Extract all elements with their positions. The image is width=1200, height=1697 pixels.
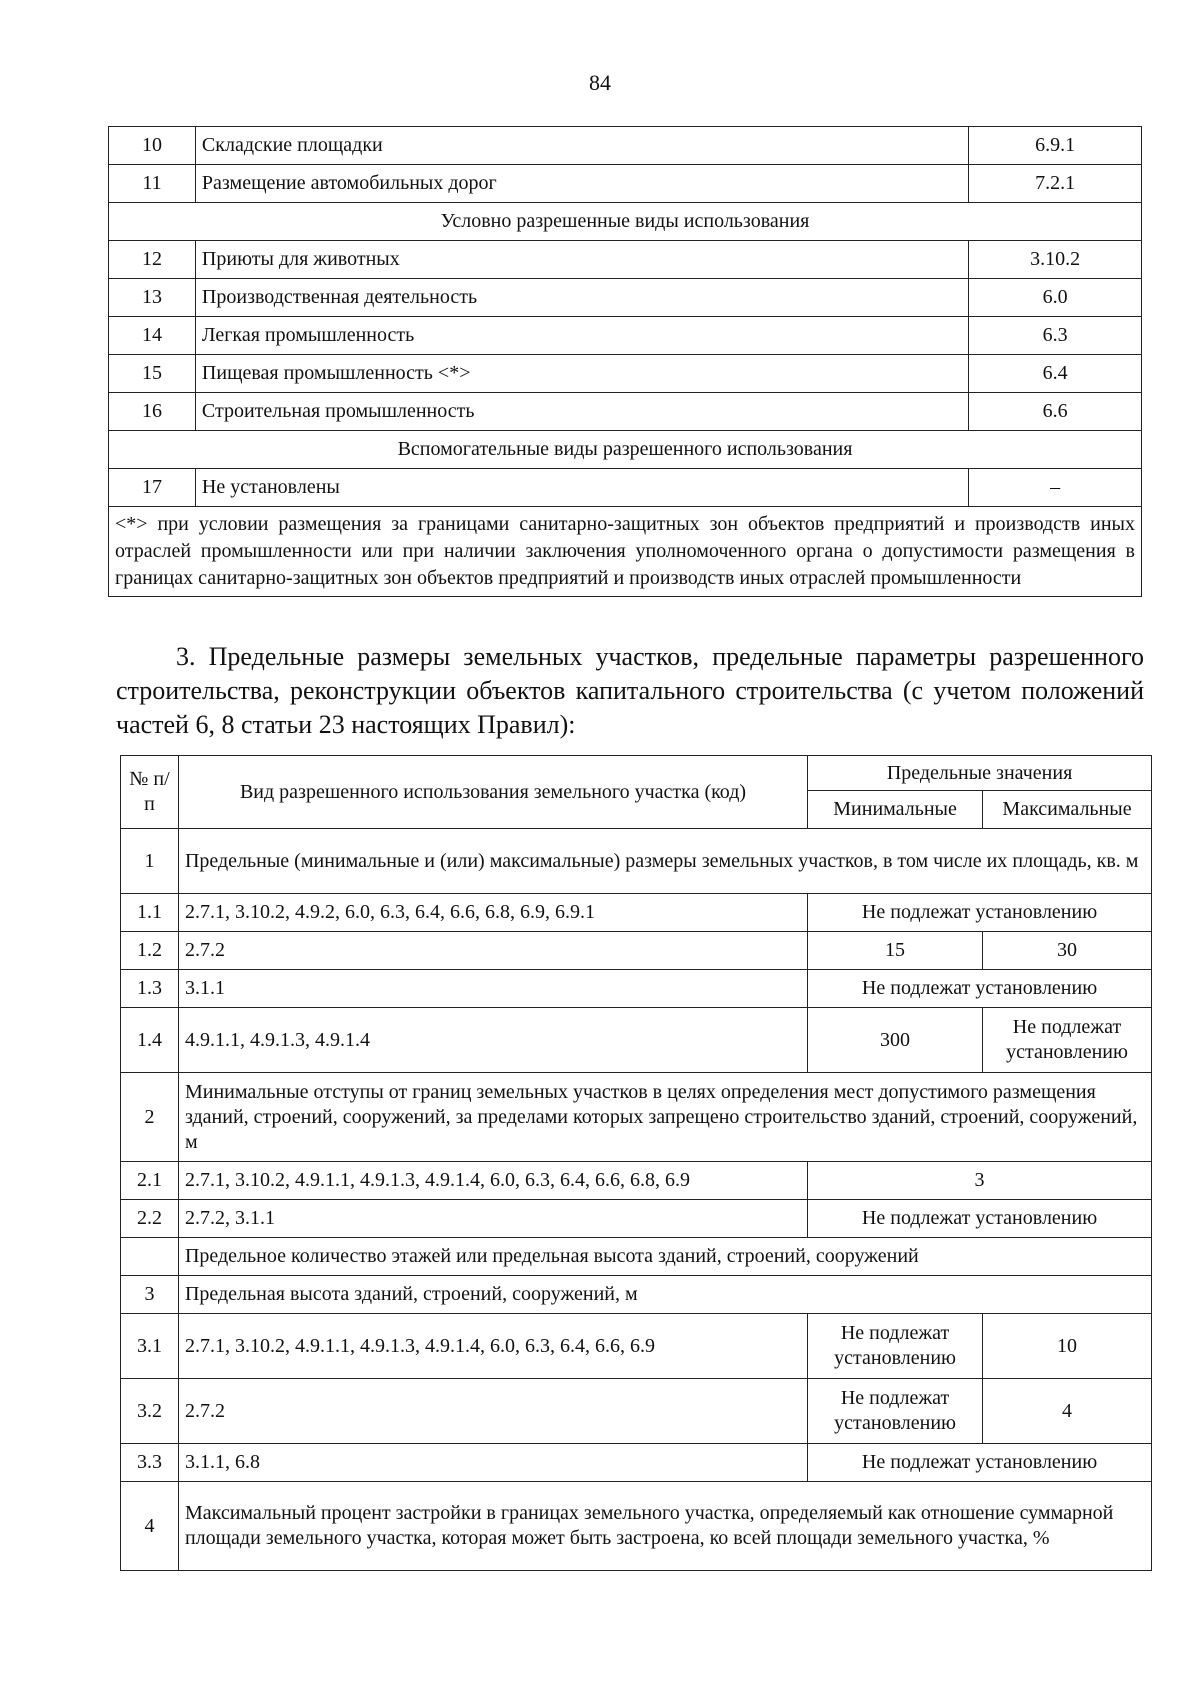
- row-number: 1.1: [121, 894, 179, 932]
- table-row: [109, 393, 1142, 431]
- table-row: [109, 241, 1142, 279]
- row-number: 3.1: [121, 1314, 179, 1379]
- row-number: 2: [121, 1073, 179, 1162]
- section-text: Предельная высота зданий, строений, сооружений, м: [178, 1276, 1151, 1314]
- use-codes: 2.7.1, 3.10.2, 4.9.2, 6.0, 6.3, 6.4, 6.6, 6.8, 6.9, 6.9.1: [178, 894, 807, 932]
- footnote: <*> при условии размещения за границами санитарно-защитных зон объектов предприятий и производств иных отраслей промышленности или при наличии заключения уполномоченного органа о допустимости размещения в границах санитарно-защитных зон объектов предприятий и производств иных отраслей промышленности: [109, 507, 1142, 597]
- row-number: 1.3: [121, 970, 179, 1008]
- use-code: 3.10.2: [969, 241, 1142, 279]
- section-paragraph: [116, 640, 1144, 742]
- section-auxiliary-heading: Вспомогательные виды разрешенного использования: [109, 431, 1142, 469]
- use-codes: 3.1.1, 6.8: [178, 1444, 807, 1482]
- row-number: 17: [109, 469, 196, 507]
- section-conditional-heading: Условно разрешенные виды использования: [109, 203, 1142, 241]
- section-row: [109, 431, 1142, 469]
- row-number: 3: [121, 1276, 179, 1314]
- section-row: [121, 1238, 1152, 1276]
- table-row: [121, 932, 1152, 970]
- row-number: 10: [109, 127, 196, 165]
- header-min: Минимальные: [808, 791, 983, 829]
- use-code: 6.0: [969, 279, 1142, 317]
- min-value: 300: [808, 1008, 983, 1073]
- section-row: [121, 1073, 1152, 1162]
- note-row: [109, 507, 1142, 597]
- land-use-table: [108, 126, 1142, 597]
- min-value: 15: [808, 932, 983, 970]
- use-codes: 2.7.2: [178, 1379, 807, 1444]
- use-code: 6.6: [969, 393, 1142, 431]
- table-row: [109, 127, 1142, 165]
- row-number: 3.2: [121, 1379, 179, 1444]
- table-row: [121, 1162, 1152, 1200]
- row-number: 16: [109, 393, 196, 431]
- table-row: [121, 1379, 1152, 1444]
- max-value: 30: [983, 932, 1152, 970]
- table-row: [121, 970, 1152, 1008]
- section-row: [121, 829, 1152, 894]
- use-type: Производственная деятельность: [195, 279, 968, 317]
- section-text: Минимальные отступы от границ земельных участков в целях определения мест допустимого размещения зданий, строений, сооружений, за пределами которых запрещено строительство зданий, строений, сооружений, м: [178, 1073, 1151, 1162]
- use-type: Строительная промышленность: [195, 393, 968, 431]
- row-number: 2.2: [121, 1200, 179, 1238]
- section-text: Максимальный процент застройки в границах земельного участка, определяемый как отношение суммарной площади земельного участка, которая может быть застроена, ко всей площади земельного участка, %: [178, 1482, 1151, 1571]
- max-value: 10: [983, 1314, 1152, 1379]
- limit-value: Не подлежат установлению: [808, 1200, 1152, 1238]
- use-codes: 4.9.1.1, 4.9.1.3, 4.9.1.4: [178, 1008, 807, 1073]
- row-number: 14: [109, 317, 196, 355]
- use-code: –: [969, 469, 1142, 507]
- table-row: [121, 1200, 1152, 1238]
- use-type: Приюты для животных: [195, 241, 968, 279]
- header-limits: Предельные значения: [808, 756, 1152, 791]
- use-type: Размещение автомобильных дорог: [195, 165, 968, 203]
- row-number: 1.4: [121, 1008, 179, 1073]
- use-codes: 2.7.1, 3.10.2, 4.9.1.1, 4.9.1.3, 4.9.1.4, 6.0, 6.3, 6.4, 6.6, 6.9: [178, 1314, 807, 1379]
- table-row: [121, 1008, 1152, 1073]
- min-value: Не подлежат установлению: [808, 1379, 983, 1444]
- use-type: Не установлены: [195, 469, 968, 507]
- limit-value: Не подлежат установлению: [808, 1444, 1152, 1482]
- limit-value: Не подлежат установлению: [808, 970, 1152, 1008]
- table-row: [109, 469, 1142, 507]
- limit-value: 3: [808, 1162, 1152, 1200]
- use-code: 7.2.1: [969, 165, 1142, 203]
- use-type: Легкая промышленность: [195, 317, 968, 355]
- table-row: [121, 1444, 1152, 1482]
- use-codes: 3.1.1: [178, 970, 807, 1008]
- use-type: Пищевая промышленность <*>: [195, 355, 968, 393]
- use-codes: 2.7.1, 3.10.2, 4.9.1.1, 4.9.1.3, 4.9.1.4, 6.0, 6.3, 6.4, 6.6, 6.8, 6.9: [178, 1162, 807, 1200]
- min-value: Не подлежат установлению: [808, 1314, 983, 1379]
- row-number: 4: [121, 1482, 179, 1571]
- use-code: 6.4: [969, 355, 1142, 393]
- header-num: № п/п: [121, 756, 179, 829]
- table-row: [121, 894, 1152, 932]
- page-number: 84: [589, 70, 611, 95]
- section-text: Предельное количество этажей или предельная высота зданий, строений, сооружений: [178, 1238, 1151, 1276]
- table-row: [109, 355, 1142, 393]
- table-row: [109, 165, 1142, 203]
- table-row: [109, 279, 1142, 317]
- use-type: Складские площадки: [195, 127, 968, 165]
- use-codes: 2.7.2: [178, 932, 807, 970]
- row-number: 2.1: [121, 1162, 179, 1200]
- max-value: 4: [983, 1379, 1152, 1444]
- use-code: 6.9.1: [969, 127, 1142, 165]
- row-number: 3.3: [121, 1444, 179, 1482]
- row-number: 12: [109, 241, 196, 279]
- limits-table: [120, 755, 1152, 1571]
- table-row: [121, 1314, 1152, 1379]
- limit-value: Не подлежат установлению: [808, 894, 1152, 932]
- use-code: 6.3: [969, 317, 1142, 355]
- row-number: 1.2: [121, 932, 179, 970]
- paragraph-text: 3. Предельные размеры земельных участков, предельные параметры разрешенного строительства, реконструкции объектов капитального строительства (с учетом положений частей 6, 8 статьи 23 настоящих Правил):: [116, 642, 1144, 739]
- row-number-empty: [121, 1238, 179, 1276]
- max-value: Не подлежат установлению: [983, 1008, 1152, 1073]
- use-codes: 2.7.2, 3.1.1: [178, 1200, 807, 1238]
- section-row: [121, 1482, 1152, 1571]
- row-number: 1: [121, 829, 179, 894]
- header-row: [121, 756, 1152, 791]
- header-use-type: Вид разрешенного использования земельного участка (код): [178, 756, 807, 829]
- row-number: 11: [109, 165, 196, 203]
- section-row: [109, 203, 1142, 241]
- table-row: [109, 317, 1142, 355]
- section-row: [121, 1276, 1152, 1314]
- section-text: Предельные (минимальные и (или) максимальные) размеры земельных участков, в том числе их площадь, кв. м: [178, 829, 1151, 894]
- row-number: 13: [109, 279, 196, 317]
- header-max: Максимальные: [983, 791, 1152, 829]
- row-number: 15: [109, 355, 196, 393]
